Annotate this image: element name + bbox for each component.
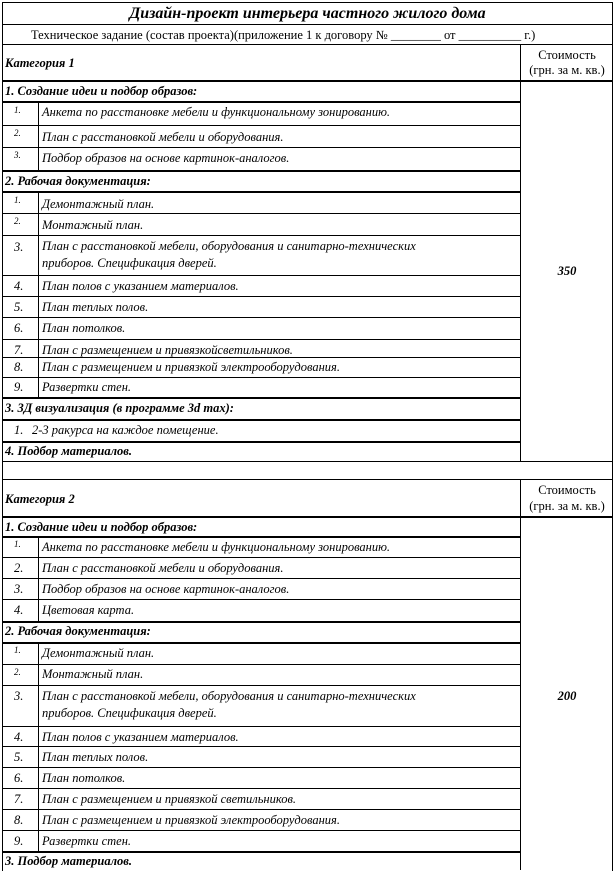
list-item: План потолков.	[42, 321, 126, 335]
list-item: Демонтажный план.	[42, 197, 155, 211]
list-item-number: 5.	[14, 750, 24, 764]
list-item: План с размещением и привязкой электрооборудования.	[42, 813, 340, 827]
document-title-cell	[2, 2, 613, 25]
document-title: Дизайн-проект интерьера частного жилого дома	[129, 5, 486, 22]
list-item-number: 2.	[14, 667, 21, 677]
list-item: 2-3 ракурса на каждое помещение.	[32, 423, 219, 437]
list-item-number: 3.	[14, 689, 24, 703]
list-item-continuation: приборов. Спецификация дверей.	[42, 706, 217, 720]
list-item: План с расстановкой мебели и оборудования.	[42, 561, 284, 575]
list-item: План полов с указанием материалов.	[42, 730, 239, 744]
cat1-section-1-title: 1. Создание идеи и подбор образов:	[5, 84, 198, 98]
list-item: Анкета по расстановке мебели и функциональному зонированию.	[42, 540, 391, 554]
document-subtitle-cell	[2, 25, 613, 45]
cost-header-2-line1: Стоимость	[538, 483, 596, 497]
list-item-number: 6.	[14, 321, 24, 335]
list-item: План полов с указанием материалов.	[42, 279, 239, 293]
list-item: План с размещением и привязкой светильников.	[42, 792, 297, 806]
list-item-number: 3.	[14, 240, 24, 254]
list-item-number: 1.	[14, 645, 21, 655]
list-item: Развертки стен.	[42, 834, 132, 848]
list-item-number: 2.	[14, 128, 21, 138]
list-item-number: 9.	[14, 380, 24, 394]
list-item: Монтажный план.	[42, 218, 144, 232]
cat1-section-3-title: 3. 3Д визуализация (в программе 3d max):	[5, 401, 234, 415]
list-item-number: 8.	[14, 813, 24, 827]
list-item-number: 2.	[14, 561, 24, 575]
list-item-number: 1.	[14, 195, 21, 205]
cat2-section-3-title: 3. Подбор материалов.	[5, 854, 132, 868]
list-item: План теплых полов.	[42, 750, 149, 764]
list-item-number: 9.	[14, 834, 24, 848]
list-item-number: 1.	[14, 539, 21, 549]
list-item: Подбор образов на основе картинок-аналогов.	[42, 582, 290, 596]
list-item: Монтажный план.	[42, 667, 144, 681]
list-item-number: 3.	[14, 582, 24, 596]
list-item: Подбор образов на основе картинок-аналогов.	[42, 151, 290, 165]
list-item-number: 4.	[14, 730, 24, 744]
cost-header-1-line2: (грн. за м. кв.)	[529, 63, 605, 77]
list-item: План с расстановкой мебели, оборудования и санитарно-технических	[42, 239, 416, 253]
document-subtitle: Техническое задание (состав проекта)(приложение 1 к договору № ________ от __________ г.)	[31, 28, 536, 42]
list-item-number: 6.	[14, 771, 24, 785]
cat2-section-2-title: 2. Рабочая документация:	[5, 624, 151, 638]
list-item-number: 1.	[14, 105, 21, 115]
list-item-number: 1.	[14, 423, 24, 437]
category-1-price: 350	[557, 264, 577, 278]
cat2-section-1-title: 1. Создание идеи и подбор образов:	[5, 520, 198, 534]
list-item: Анкета по расстановке мебели и функциональному зонированию.	[42, 105, 391, 119]
list-item-number: 3.	[14, 150, 21, 160]
list-item: План с расстановкой мебели, оборудования и санитарно-технических	[42, 689, 416, 703]
list-item-number: 7.	[14, 343, 24, 357]
category-1-name: Категория 1	[5, 56, 75, 70]
list-item: План теплых полов.	[42, 300, 149, 314]
list-item-continuation: приборов. Спецификация дверей.	[42, 256, 217, 270]
list-item: Демонтажный план.	[42, 646, 155, 660]
list-item: План с расстановкой мебели и оборудования.	[42, 130, 284, 144]
list-item: Развертки стен.	[42, 380, 132, 394]
category-2-price: 200	[557, 689, 577, 703]
list-item: План потолков.	[42, 771, 126, 785]
list-item: Цветовая карта.	[42, 603, 135, 617]
list-item-number: 4.	[14, 279, 24, 293]
list-item-number: 4.	[14, 603, 24, 617]
category-2-name: Категория 2	[5, 492, 75, 506]
cost-header-2-line2: (грн. за м. кв.)	[529, 499, 605, 513]
cost-header-1-line1: Стоимость	[538, 48, 596, 62]
list-item: План с размещением и привязкой электрооборудования.	[42, 360, 340, 374]
spacer-row	[2, 462, 613, 479]
cat1-section-2-title: 2. Рабочая документация:	[5, 174, 151, 188]
cat1-section-4-title: 4. Подбор материалов.	[5, 444, 132, 458]
list-item-number: 2.	[14, 216, 21, 226]
list-item-number: 8.	[14, 360, 24, 374]
list-item-number: 7.	[14, 792, 24, 806]
list-item-number: 5.	[14, 300, 24, 314]
list-item: План с размещением и привязкойсветильников.	[42, 343, 293, 357]
